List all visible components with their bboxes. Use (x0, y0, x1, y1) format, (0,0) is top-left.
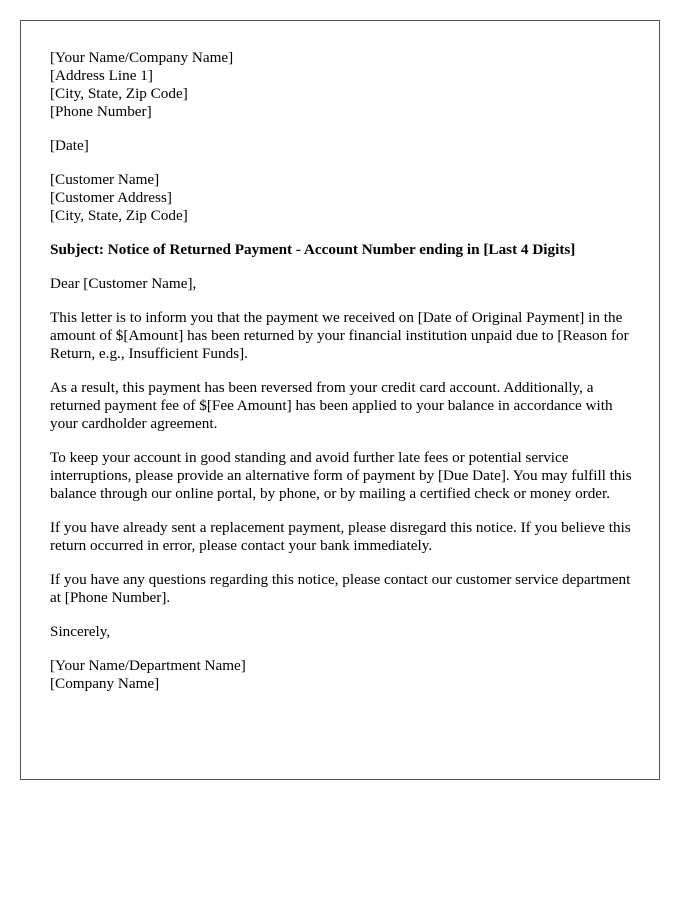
recipient-address-block (50, 171, 635, 225)
sender-city-state-zip: [City, State, Zip Code] (50, 85, 188, 102)
paragraph-returned-payment: This letter is to inform you that the payment we received on [Date of Original Payment] in the amount of $[Amount] has been returned by your financial institution unpaid due to [Reason for Return, e.g., Insufficient Funds]. (50, 309, 629, 362)
date-block (50, 137, 635, 155)
paragraph-disregard-notice: If you have already sent a replacement payment, please disregard this notice. If you believe this return occurred in error, please contact your bank immediately. (50, 519, 631, 554)
salutation: Dear [Customer Name], (50, 275, 197, 292)
signature-company: [Company Name] (50, 675, 160, 692)
recipient-name: [Customer Name] (50, 171, 160, 188)
signature-name: [Your Name/Department Name] (50, 657, 246, 674)
sender-address-block (50, 49, 635, 121)
signature-block (50, 657, 635, 693)
letter-date: [Date] (50, 137, 89, 154)
paragraph-payment-request: To keep your account in good standing and avoid further late fees or potential service interruptions, please provide an alternative form of payment by [Due Date]. You may fulfill this balance through our online portal, by phone, or by mailing a certified check or money order. (50, 449, 632, 502)
closing: Sincerely, (50, 623, 111, 640)
recipient-address: [Customer Address] (50, 189, 172, 206)
sender-address-line-1: [Address Line 1] (50, 67, 153, 84)
paragraph-contact-info: If you have any questions regarding this notice, please contact our customer service department at [Phone Number]. (50, 571, 631, 606)
paragraph-fee-applied: As a result, this payment has been reversed from your credit card account. Additionally, a returned payment fee of $[Fee Amount] has been applied to your balance in accordance with your cardholder agreement. (50, 379, 613, 432)
letter-subject: Subject: Notice of Returned Payment - Account Number ending in [Last 4 Digits] (50, 241, 576, 258)
recipient-city-state-zip: [City, State, Zip Code] (50, 207, 188, 224)
sender-name: [Your Name/Company Name] (50, 49, 234, 66)
letter-body (50, 49, 635, 709)
letter-frame (20, 20, 660, 780)
sender-phone: [Phone Number] (50, 103, 152, 120)
